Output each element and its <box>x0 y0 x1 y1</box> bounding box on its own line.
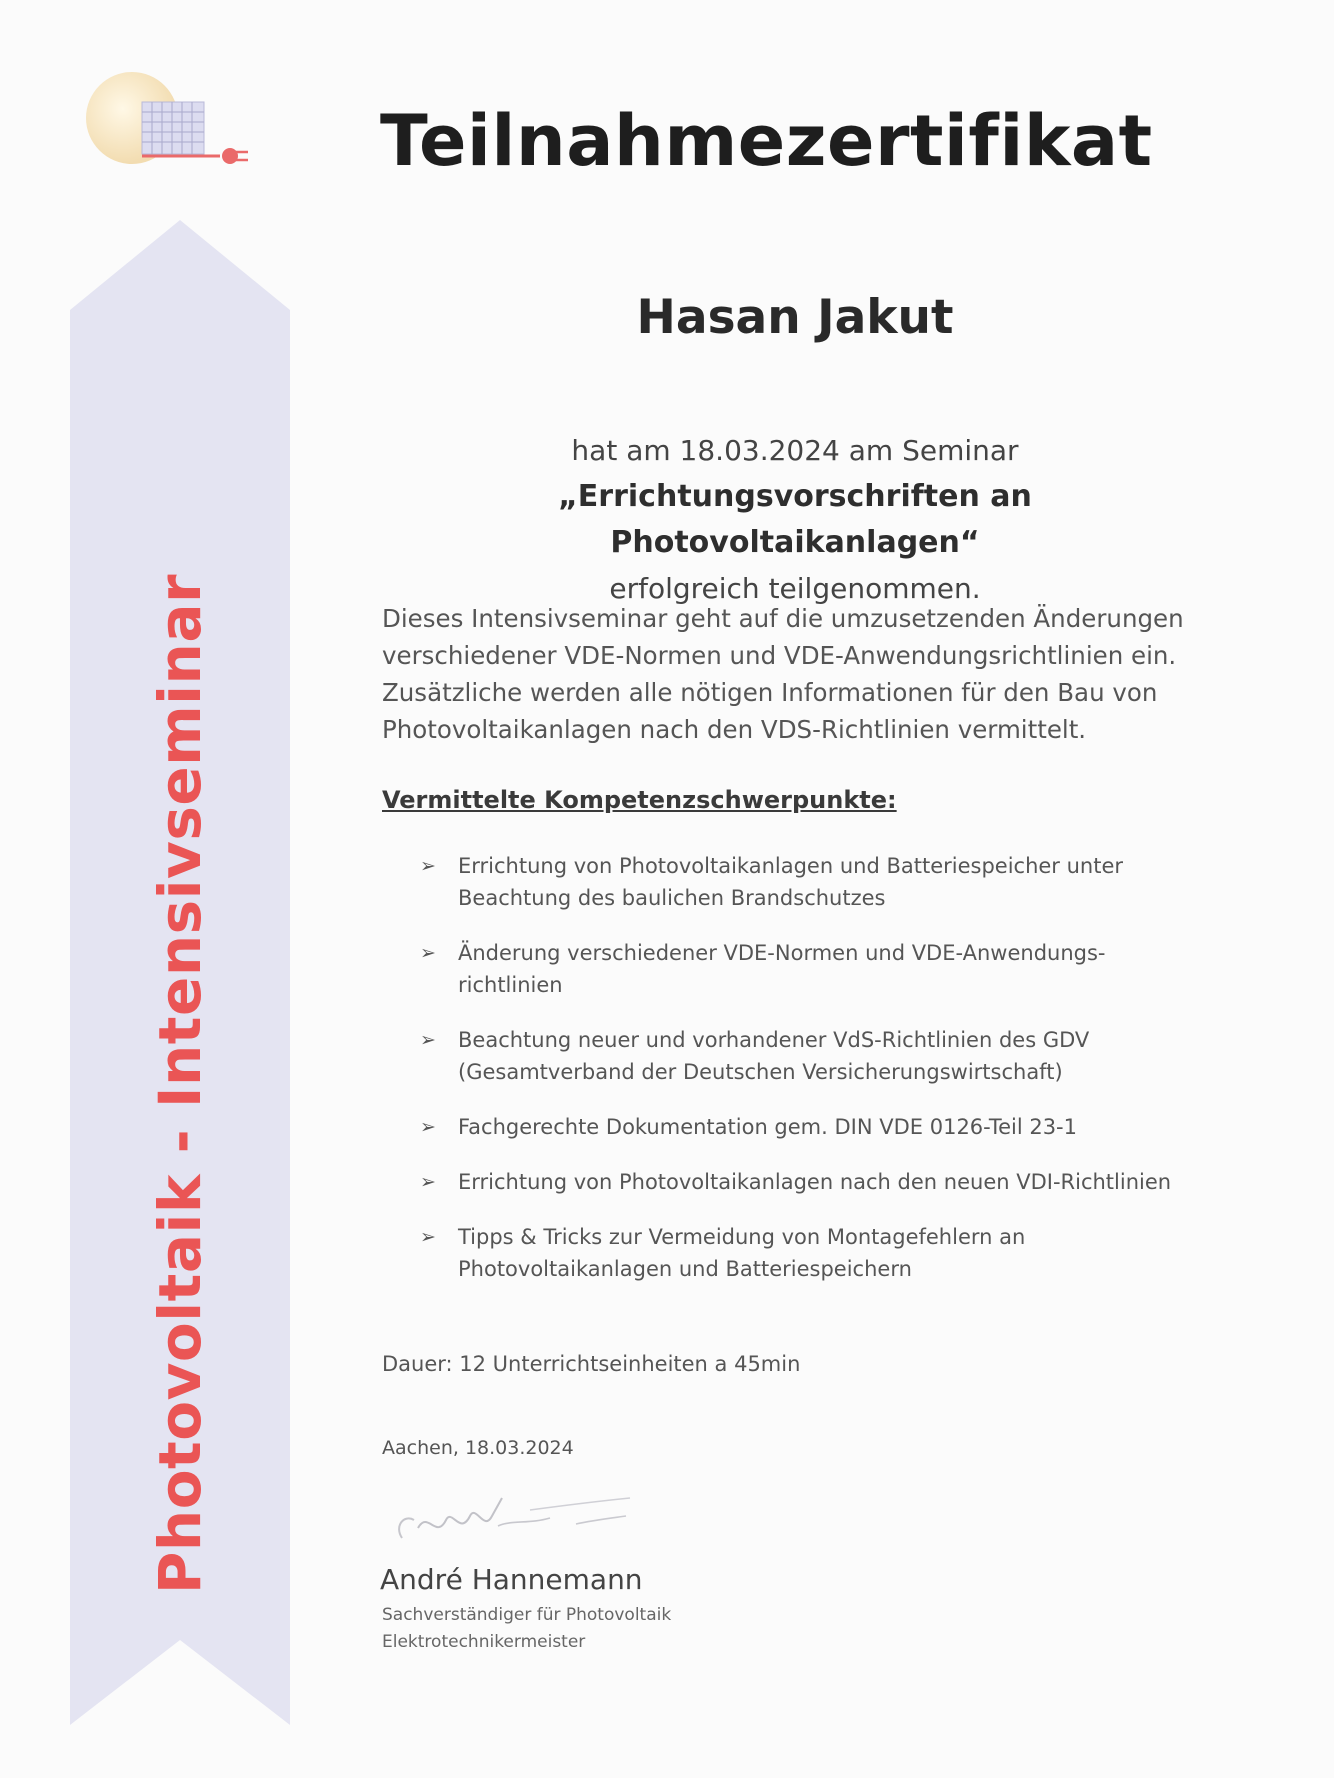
list-item <box>420 1221 1240 1285</box>
list-item-text: Errichtung von Photovoltaikanlagen und Batteriespeicher unter <box>458 854 1124 878</box>
ribbon-label: Photovoltaik - Intensivseminar <box>146 573 214 1595</box>
solar-panel-plug-logo <box>80 72 280 202</box>
list-item <box>420 1166 1240 1198</box>
focus-heading: Vermittelte Kompetenzschwerpunkte: <box>382 786 897 814</box>
attendance-statement <box>380 428 1210 612</box>
list-item <box>420 937 1240 1001</box>
list-item-text: richtlinien <box>458 973 563 997</box>
seminar-title: „Errichtungsvorschriften an Photovoltaikanlagen“ <box>558 479 1032 560</box>
completion-line: erfolgreich teilgenommen. <box>609 572 981 605</box>
participant-name: Hasan Jakut <box>636 290 954 345</box>
arrow-bullet-icon: ➢ <box>420 1171 436 1193</box>
description-line: verschiedener VDE-Normen und VDE-Anwendungsrichtlinien ein. <box>382 641 1177 670</box>
certificate-title: Teilnahmezertifikat <box>380 100 1153 182</box>
list-item-text: Fachgerechte Dokumentation gem. DIN VDE 0126-Teil 23-1 <box>458 1115 1077 1139</box>
place-and-date: Aachen, 18.03.2024 <box>382 1437 574 1459</box>
signer-role: Elektrotechnikermeister <box>382 1632 586 1652</box>
list-item-text: Errichtung von Photovoltaikanlagen nach den neuen VDI-Richtlinien <box>458 1170 1172 1194</box>
handwritten-signature <box>380 1480 700 1560</box>
list-item <box>420 850 1240 914</box>
list-item-text: Beachtung des baulichen Brandschutzes <box>458 886 886 910</box>
seminar-description <box>382 600 1222 748</box>
arrow-bullet-icon: ➢ <box>420 1116 436 1138</box>
list-item-text: Tipps & Tricks zur Vermeidung von Montagefehlern an <box>458 1225 1026 1249</box>
arrow-bullet-icon: ➢ <box>420 1226 436 1248</box>
duration: Dauer: 12 Unterrichtseinheiten a 45min <box>382 1352 801 1376</box>
description-line: Dieses Intensivseminar geht auf die umzusetzenden Änderungen <box>382 604 1184 633</box>
signer-roles <box>382 1602 671 1656</box>
arrow-bullet-icon: ➢ <box>420 942 436 964</box>
list-item-text: Beachtung neuer und vorhandener VdS-Richtlinien des GDV <box>458 1028 1090 1052</box>
list-item <box>420 1111 1240 1143</box>
arrow-bullet-icon: ➢ <box>420 855 436 877</box>
attendance-line: hat am 18.03.2024 am Seminar <box>571 434 1019 467</box>
signer-role: Sachverständiger für Photovoltaik <box>382 1605 672 1625</box>
list-item-text: Änderung verschiedener VDE-Normen und VDE-Anwendungs- <box>458 941 1106 965</box>
description-line: Zusätzliche werden alle nötigen Informationen für den Bau von <box>382 678 1158 707</box>
list-item <box>420 1024 1240 1088</box>
description-line: Photovoltaikanlagen nach den VDS-Richtlinien vermittelt. <box>382 715 1087 744</box>
signer-name: André Hannemann <box>380 1563 643 1596</box>
focus-list <box>420 850 1240 1285</box>
list-item-text: (Gesamtverband der Deutschen Versicherungswirtschaft) <box>458 1060 1063 1084</box>
arrow-bullet-icon: ➢ <box>420 1029 436 1051</box>
list-item-text: Photovoltaikanlagen und Batteriespeichern <box>458 1257 912 1281</box>
